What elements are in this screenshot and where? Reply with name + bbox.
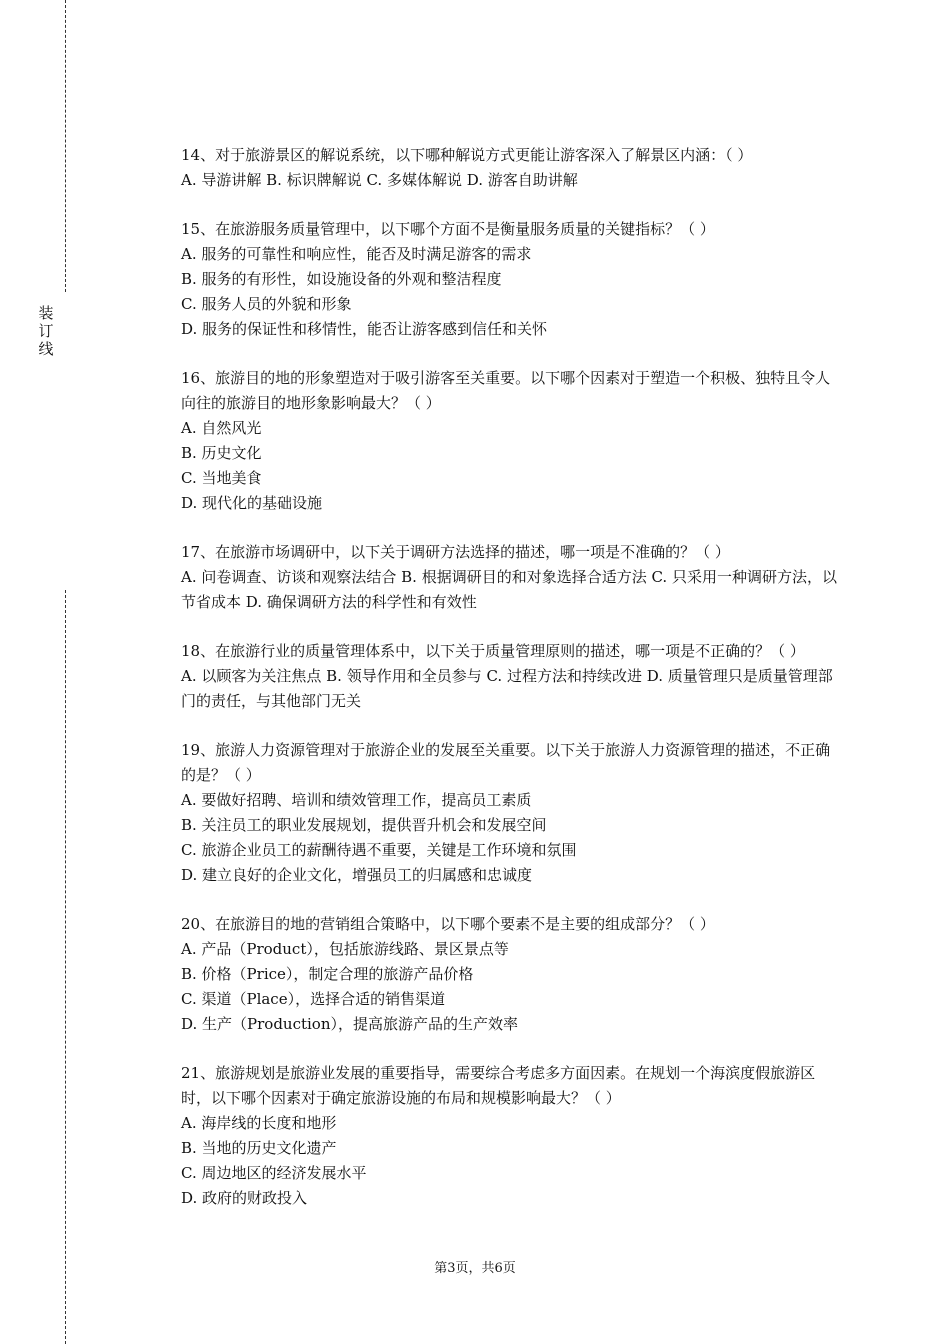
question-14 xyxy=(181,143,841,193)
option-a: A. 产品（Product），包括旅游线路、景区景点等 xyxy=(181,940,509,958)
binding-char: 线 xyxy=(38,340,54,358)
question-stem: 16、旅游目的地的形象塑造对于吸引游客至关重要。以下哪个因素对于塑造一个积极、独特且令人向往的旅游目的地形象影响最大？（ ） xyxy=(181,369,831,412)
question-stem: 18、在旅游行业的质量管理体系中，以下关于质量管理原则的描述，哪一项是不正确的？（ ） xyxy=(181,642,805,660)
option-c: C. 当地美食 xyxy=(181,469,262,487)
question-21 xyxy=(181,1061,841,1211)
question-stem: 20、在旅游目的地的营销组合策略中，以下哪个要素不是主要的组成部分？（ ） xyxy=(181,915,715,933)
option-a: A. 要做好招聘、培训和绩效管理工作，提高员工素质 xyxy=(181,791,532,809)
question-stem: 14、对于旅游景区的解说系统，以下哪种解说方式更能让游客深入了解景区内涵：（ ） xyxy=(181,146,753,164)
option-b: B. 价格（Price），制定合理的旅游产品价格 xyxy=(181,965,474,983)
option-a: A. 服务的可靠性和响应性，能否及时满足游客的需求 xyxy=(181,245,532,263)
page-number: 第3页，共6页 xyxy=(434,1261,516,1276)
option-b: B. 当地的历史文化遗产 xyxy=(181,1139,337,1157)
option-a: A. 海岸线的长度和地形 xyxy=(181,1114,337,1132)
option-a: A. 自然风光 xyxy=(181,419,262,437)
question-stem: 17、在旅游市场调研中，以下关于调研方法选择的描述，哪一项是不准确的？（ ） xyxy=(181,543,730,561)
question-stem: 15、在旅游服务质量管理中，以下哪个方面不是衡量服务质量的关键指标？（ ） xyxy=(181,220,715,238)
binding-label xyxy=(37,304,55,358)
binding-dashed-line-top xyxy=(65,0,66,292)
binding-dashed-line-bottom xyxy=(65,590,66,1344)
option-d: D. 现代化的基础设施 xyxy=(181,494,323,512)
binding-char: 装 xyxy=(38,304,54,322)
question-options: A. 导游讲解 B. 标识牌解说 C. 多媒体解说 D. 游客自助讲解 xyxy=(181,171,578,189)
option-b: B. 服务的有形性，如设施设备的外观和整洁程度 xyxy=(181,270,502,288)
question-options: A. 以顾客为关注焦点 B. 领导作用和全员参与 C. 过程方法和持续改进 D. 质量管理只是质量管理部门的责任，与其他部门无关 xyxy=(181,667,833,710)
question-18 xyxy=(181,639,841,714)
option-c: C. 服务人员的外貌和形象 xyxy=(181,295,352,313)
option-b: B. 关注员工的职业发展规划，提供晋升机会和发展空间 xyxy=(181,816,547,834)
question-stem: 21、旅游规划是旅游业发展的重要指导，需要综合考虑多方面因素。在规划一个海滨度假旅游区时，以下哪个因素对于确定旅游设施的布局和规模影响最大？（ ） xyxy=(181,1064,816,1107)
option-c: C. 旅游企业员工的薪酬待遇不重要，关键是工作环境和氛围 xyxy=(181,841,577,859)
question-options: A. 问卷调查、访谈和观察法结合 B. 根据调研目的和对象选择合适方法 C. 只采用一种调研方法，以节省成本 D. 确保调研方法的科学性和有效性 xyxy=(181,568,837,611)
question-list xyxy=(181,143,841,1235)
option-b: B. 历史文化 xyxy=(181,444,262,462)
option-c: C. 渠道（Place），选择合适的销售渠道 xyxy=(181,990,446,1008)
question-19 xyxy=(181,738,841,888)
question-17 xyxy=(181,540,841,615)
question-15 xyxy=(181,217,841,342)
binding-char: 订 xyxy=(38,322,54,340)
option-d: D. 政府的财政投入 xyxy=(181,1189,308,1207)
question-20 xyxy=(181,912,841,1037)
question-16 xyxy=(181,366,841,516)
option-d: D. 服务的保证性和移情性，能否让游客感到信任和关怀 xyxy=(181,320,548,338)
question-stem: 19、旅游人力资源管理对于旅游企业的发展至关重要。以下关于旅游人力资源管理的描述，不正确的是？（ ） xyxy=(181,741,831,784)
option-d: D. 生产（Production），提高旅游产品的生产效率 xyxy=(181,1015,519,1033)
option-c: C. 周边地区的经济发展水平 xyxy=(181,1164,367,1182)
option-d: D. 建立良好的企业文化，增强员工的归属感和忠诚度 xyxy=(181,866,533,884)
